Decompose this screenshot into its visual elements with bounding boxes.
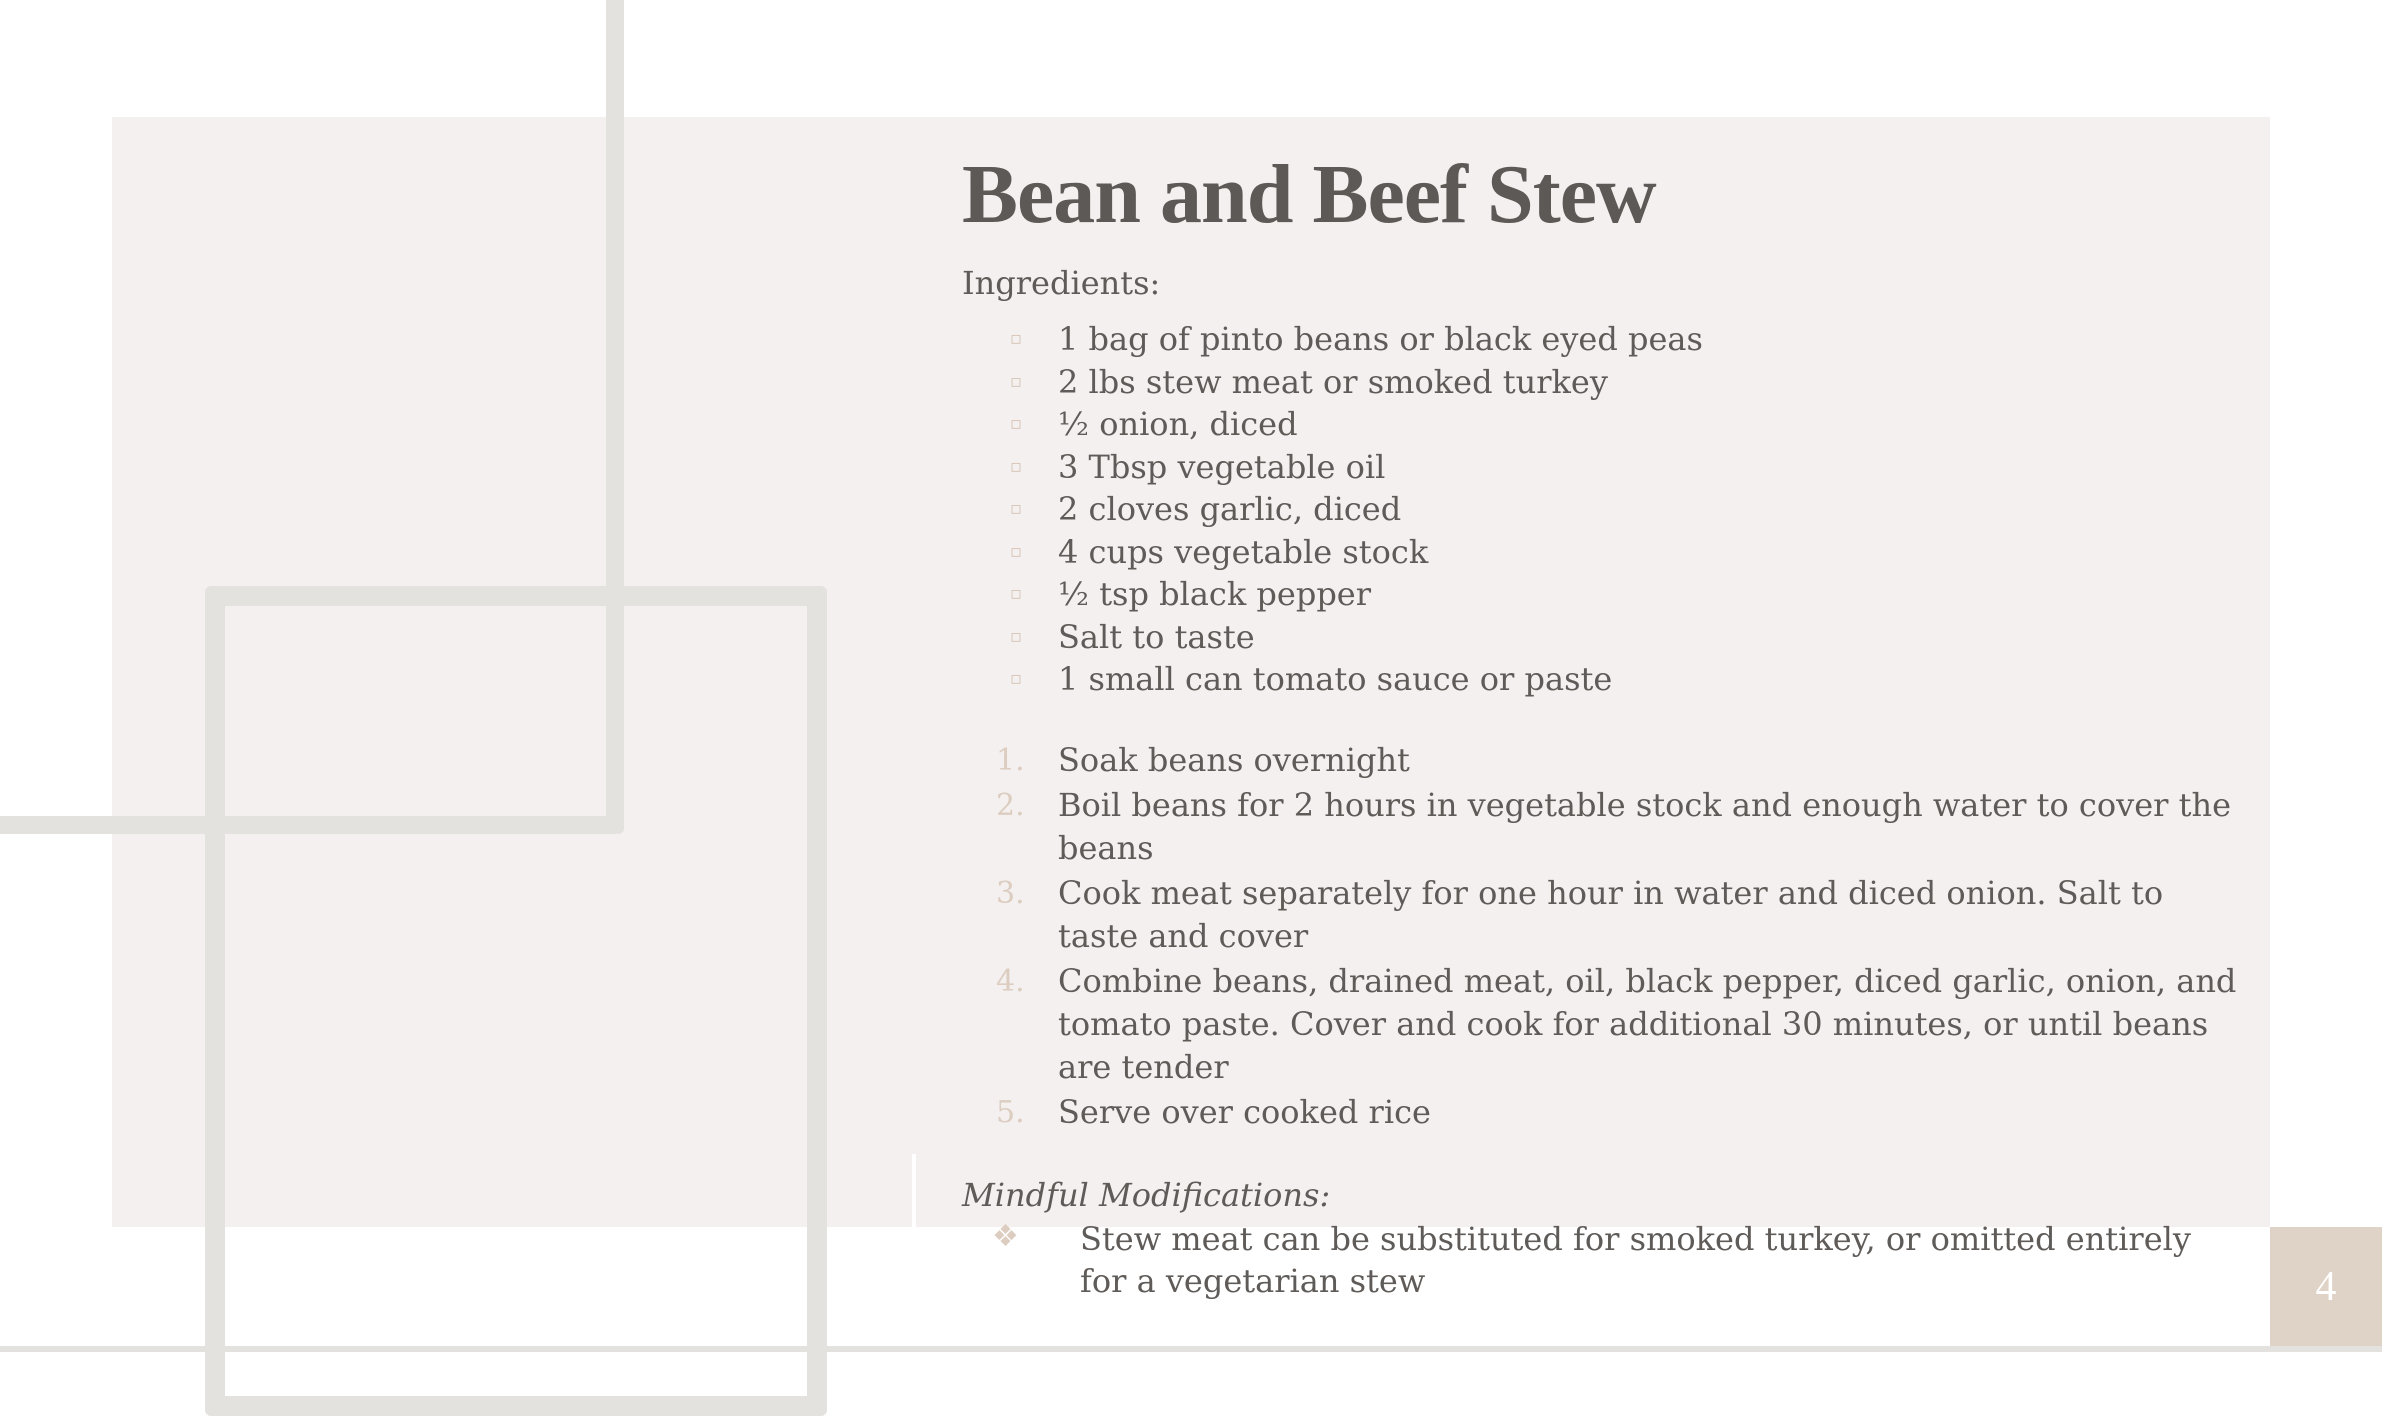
step-text: Soak beans overnight [1058,740,1410,779]
step-text: Boil beans for 2 hours in vegetable stock and enough water to cover the beans [1058,785,2231,867]
modifications-list [962,1218,2242,1302]
ingredient-item [962,361,2242,404]
step-text: Serve over cooked rice [1058,1092,1431,1131]
ingredient-text: 2 cloves garlic, diced [1058,490,1402,528]
ingredient-item [962,573,2242,616]
ingredient-text: ½ onion, diced [1058,405,1298,443]
ingredient-item [962,531,2242,574]
modifications-label-text: Mindful Modifications: [962,1175,1331,1214]
step-text: Cook meat separately for one hour in water and diced onion. Salt to taste and cover [1058,873,2164,955]
ingredient-item [962,318,2242,361]
modification-text: Stew meat can be substituted for smoked turkey, or omitted entirely for a vegetarian stew [1080,1219,2191,1300]
step-item [962,739,2242,782]
page-number: 4 [2315,1263,2337,1310]
step-item [962,784,2242,870]
square-bullet-icon: ▫ [1010,455,1023,477]
ingredient-text: 3 Tbsp vegetable oil [1058,447,1386,486]
ingredient-item [962,658,2242,701]
modifications-bar [912,1154,916,1260]
steps-list [962,739,2242,1134]
page-title: Bean and Beef Stew [962,148,1656,241]
step-item [962,960,2242,1089]
step-number: 1. [996,742,1025,778]
ingredient-item [962,488,2242,531]
ingredient-text: 1 small can tomato sauce or paste [1058,660,1613,698]
square-bullet-icon: ▫ [1010,540,1023,562]
ingredient-text: ½ tsp black pepper [1058,575,1372,613]
ingredient-item [962,446,2242,489]
modifications-label [962,1174,2242,1216]
ingredients-label: Ingredients: [962,264,1161,302]
square-bullet-icon: ▫ [1010,370,1023,392]
ingredient-item [962,403,2242,446]
step-number: 2. [996,787,1025,823]
step-item [962,872,2242,958]
ingredient-text: 1 bag of pinto beans or black eyed peas [1058,320,1703,358]
ingredient-item [962,616,2242,659]
bottom-strip [0,1346,2382,1352]
step-text: Combine beans, drained meat, oil, black pepper, diced garlic, onion, and tomato paste. Cover and cook for additional 30 minutes, or until beans are tender [1058,961,2237,1086]
step-number: 3. [996,875,1025,911]
step-number: 4. [996,963,1025,999]
square-bullet-icon: ▫ [1010,625,1023,647]
decor-frame [205,586,827,1416]
diamond-bullet-icon: ❖ [992,1218,1019,1254]
step-number: 5. [996,1094,1025,1130]
square-bullet-icon: ▫ [1010,583,1023,604]
ingredient-text: 2 lbs stew meat or smoked turkey [1058,362,1608,401]
ingredient-text: Salt to taste [1058,617,1255,656]
ingredient-text: 4 cups vegetable stock [1058,532,1429,571]
square-bullet-icon: ▫ [1010,413,1023,434]
modification-item [962,1218,2242,1302]
step-item [962,1091,2242,1134]
square-bullet-icon: ▫ [1010,668,1023,689]
ingredients-list [962,318,2242,701]
page-number-box [2270,1227,2382,1346]
square-bullet-icon: ▫ [1010,498,1023,519]
square-bullet-icon: ▫ [1010,328,1023,349]
recipe-content [962,140,2242,1302]
